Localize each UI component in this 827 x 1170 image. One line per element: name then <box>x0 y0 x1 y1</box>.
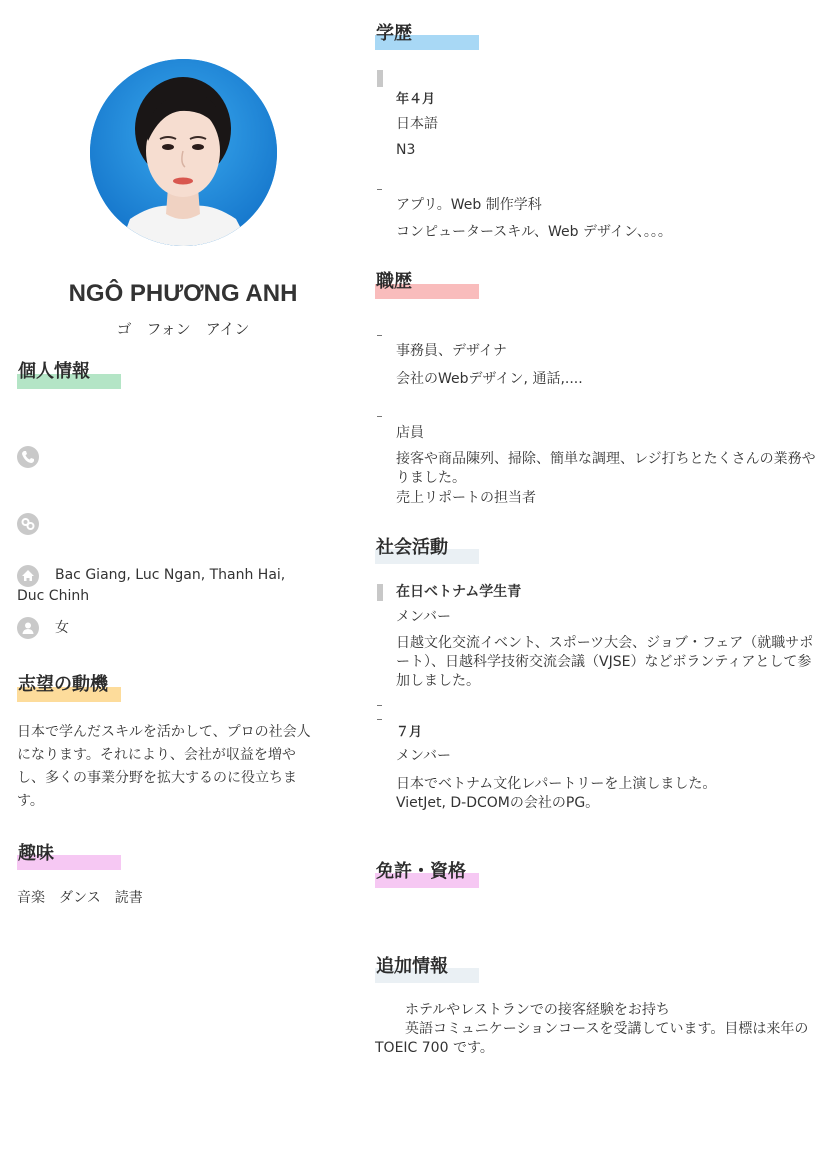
timeline-marker <box>377 584 383 601</box>
timeline-dash <box>377 189 382 190</box>
timeline-dash <box>377 416 382 417</box>
activity-detail: VietJet, D-DCOMの会社のPG。 <box>396 795 600 811</box>
phone-icon <box>17 446 39 468</box>
additional-title: 追加情報 <box>376 956 448 977</box>
hobbies-text: 音楽 ダンス 読書 <box>17 890 143 906</box>
profile-kana: ゴ フォン アイン <box>116 320 250 338</box>
additional-line-2: 英語コミュニケーションコースを受講しています。目標は来年の TOEIC 700 です。 <box>375 1021 809 1056</box>
education-date: 年４月 <box>396 92 436 107</box>
career-title: 職歴 <box>376 271 412 292</box>
hobbies-title: 趣味 <box>18 843 54 864</box>
additional-line-1: ホテルやレストランでの接客経験をお持ち <box>405 1002 670 1018</box>
education-title: 学歴 <box>376 23 412 44</box>
career-detail: 売上リポートの担当者 <box>396 490 536 506</box>
motivation-title: 志望の動機 <box>18 674 108 695</box>
education-detail: コンピュータースキル、Web デザイン、。。。 <box>396 224 672 240</box>
education-school: アプリ。Web 制作学科 <box>396 197 542 213</box>
activity-role: メンバー <box>396 748 452 764</box>
personal-title: 個人情報 <box>18 361 90 382</box>
career-detail: 接客や商品陳列、掃除、簡単な調理、レジ打ちとたくさんの業務やりました。 <box>396 451 816 486</box>
profile-photo <box>90 59 277 246</box>
timeline-dash <box>377 705 382 706</box>
user-icon <box>17 617 39 639</box>
education-detail: N3 <box>396 142 416 158</box>
activity-detail: 日本でベトナム文化レパートリーを上演しました。 <box>396 776 717 792</box>
activity-date: ７月 <box>396 725 423 740</box>
education-school: 日本語 <box>396 116 438 132</box>
motivation-text: 日本で学んだスキルを活かして、プロの社会人になります。それにより、会社が収益を増やし、多くの事業分野を拡大するのに役立ちます。 <box>17 724 311 809</box>
activity-detail: 日越文化交流イベント、スポーツ大会、ジョブ・フェア（就職サポート）、日越科学技術交流会議（VJSE）などボランティアとして参加しました。 <box>396 635 814 689</box>
timeline-marker <box>377 70 383 87</box>
career-detail: 会社のWebデザイン, 通話,.... <box>396 371 583 387</box>
activity-role: メンバー <box>396 609 452 625</box>
career-position: 店員 <box>396 425 424 441</box>
activity-org: 在日ベトナム学生青 <box>396 584 522 600</box>
link-icon <box>17 513 39 535</box>
gender-text: 女 <box>55 620 69 636</box>
activities-title: 社会活動 <box>376 537 448 558</box>
profile-name: NGÔ PHƯƠNG ANH <box>68 280 298 307</box>
licenses-title: 免許・資格 <box>376 861 466 882</box>
timeline-dash <box>377 335 382 336</box>
career-position: 事務員、デザイナ <box>396 343 508 359</box>
timeline-dash <box>377 719 382 720</box>
address-text: Bac Giang, Luc Ngan, Thanh Hai, Duc Chinh <box>17 567 286 604</box>
